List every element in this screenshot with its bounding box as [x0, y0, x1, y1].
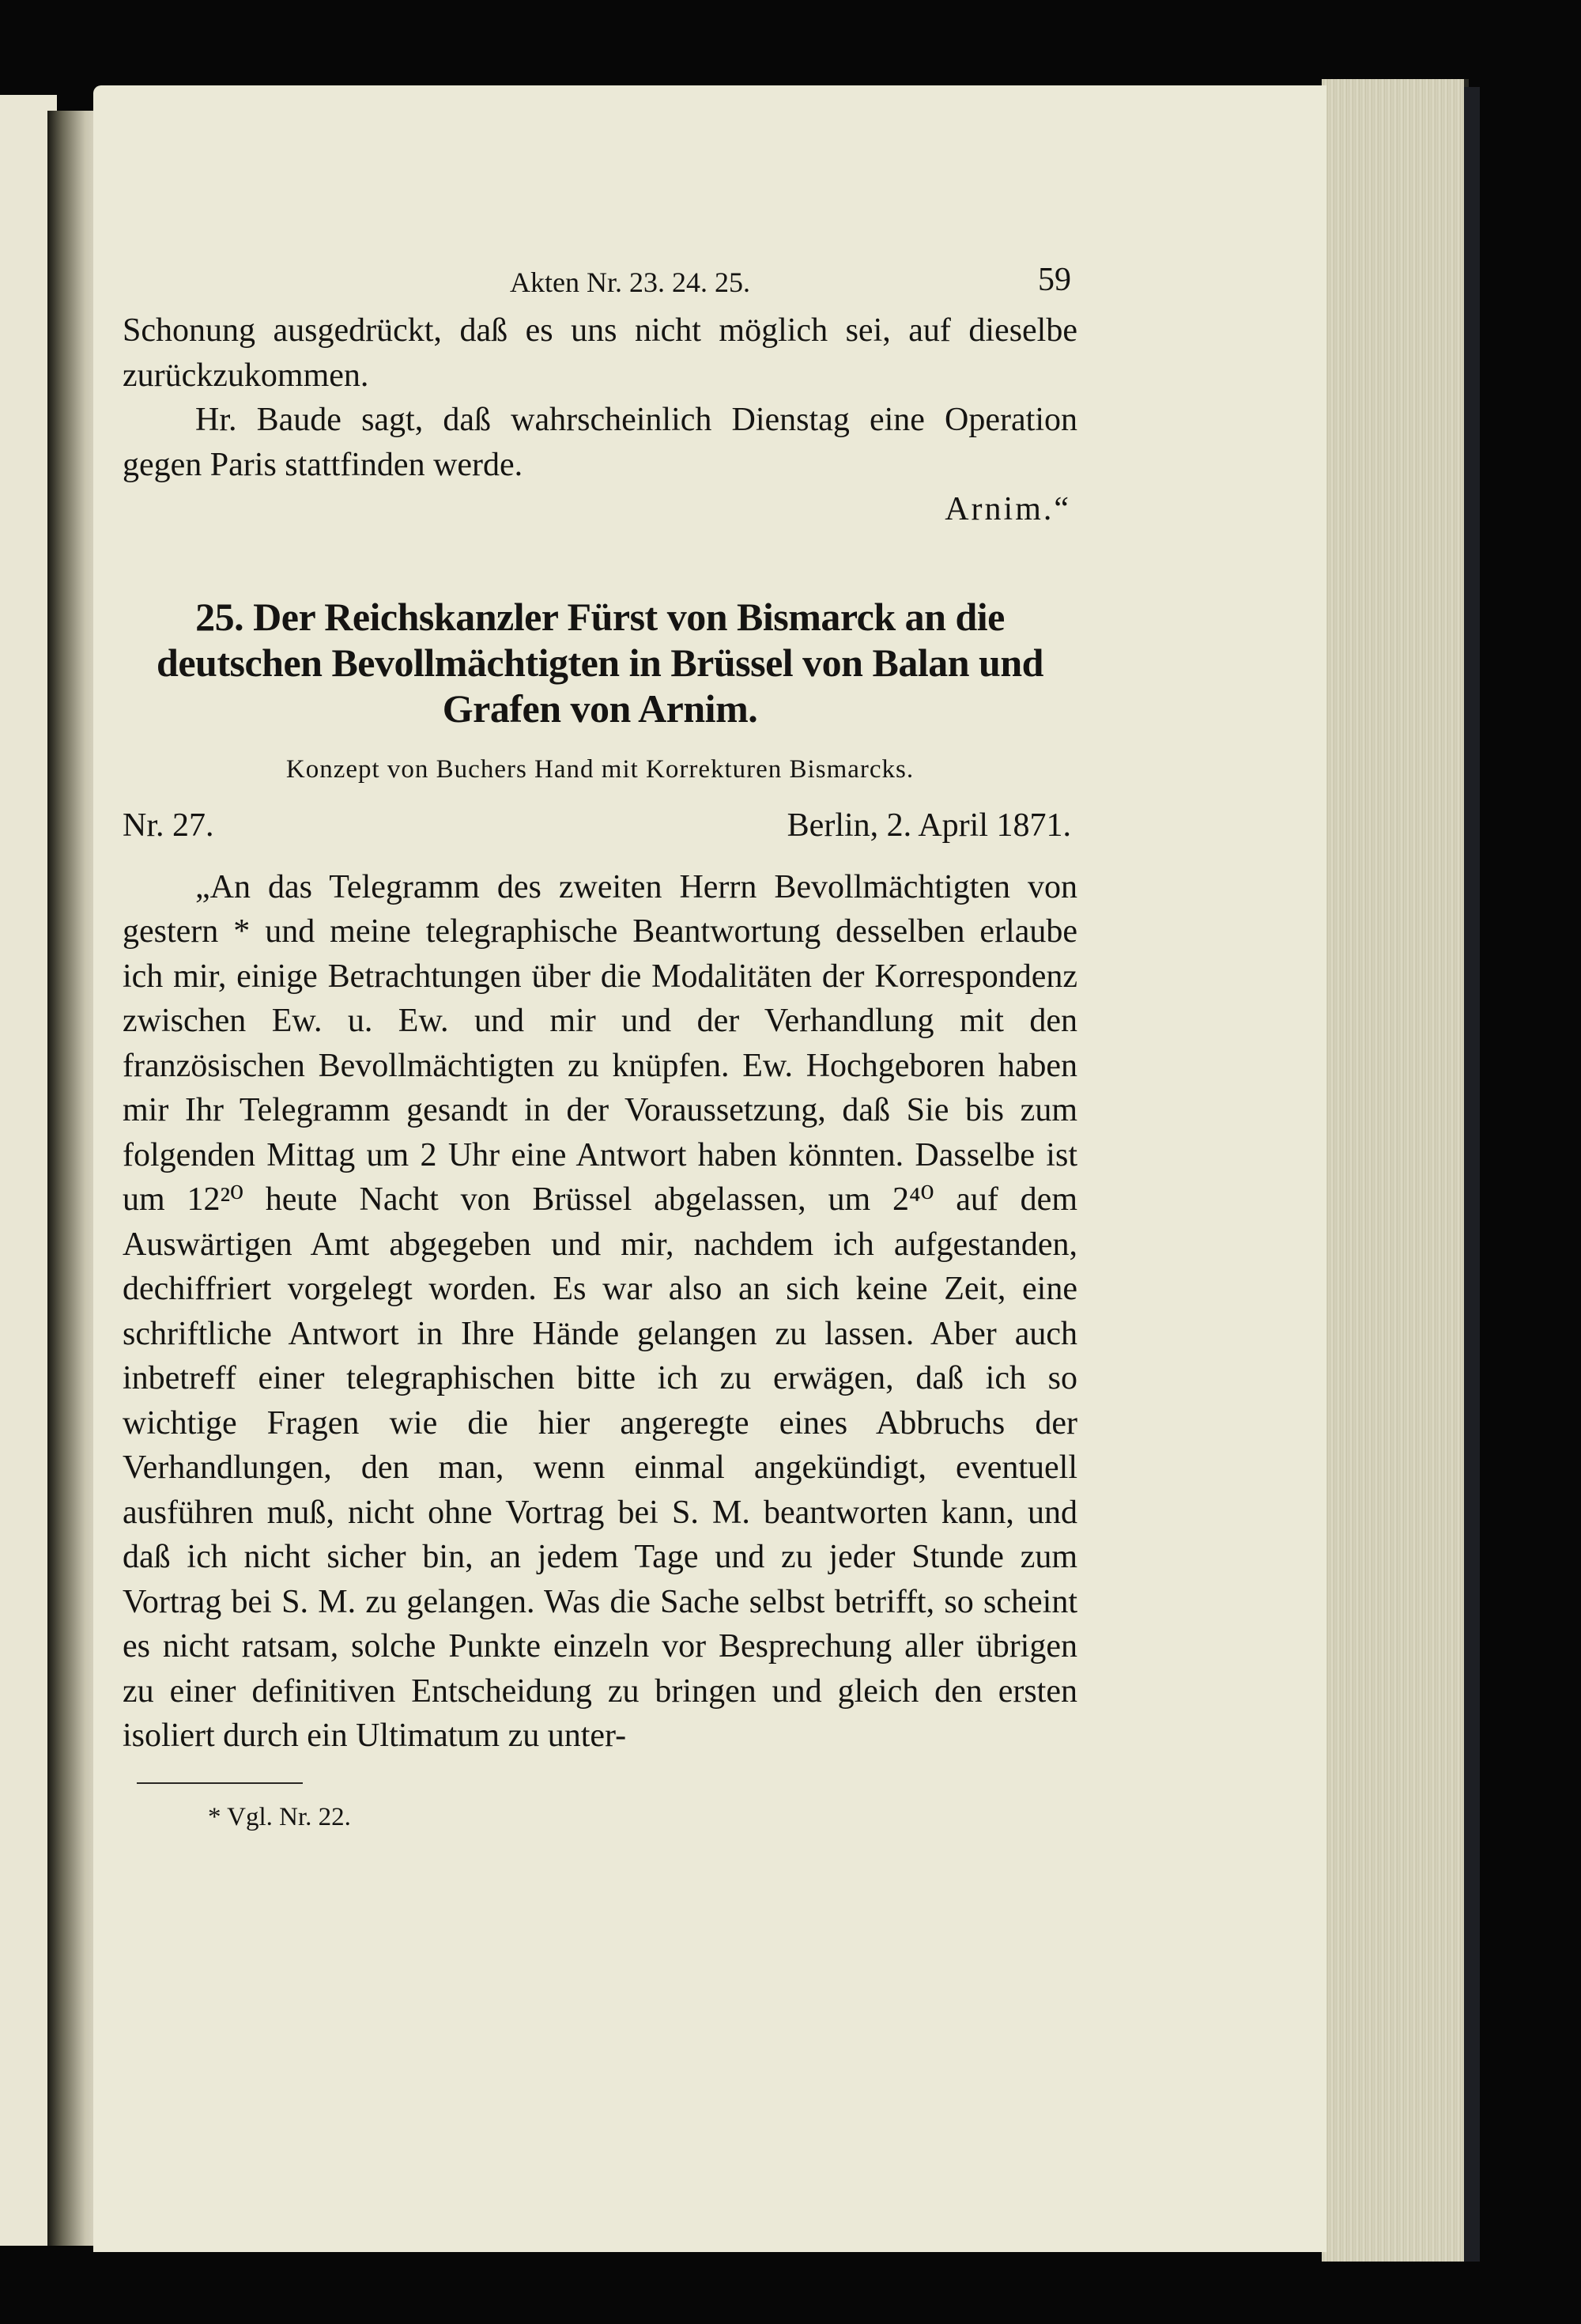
- signature: Arnim.“: [945, 491, 1071, 527]
- place-date: Berlin, 2. April 1871.: [787, 807, 1071, 844]
- prev-document-paragraph: Hr. Baude sagt, daß wahrscheinlich Dienstag eine Operation gegen Paris stattfinden werde.: [123, 402, 1077, 483]
- document-body: „An das Telegramm des zweiten Herrn Bevollmächtigten von gestern * und meine telegraphische Beantwortung desselben erlaube ich mir, einige Betrachtungen über die Modalitäten der Korrespondenz zwischen Ew. u. Ew. und mir und der Verhandlung mit den französischen Bevollmächtigten zu knüpfen. Ew. Hochgeboren haben mir Ihr Telegramm gesandt in der Voraussetzung, daß Sie bis zum folgenden Mittag um 2 Uhr eine Antwort haben könnten. Dasselbe ist um 12²⁰ heute Nacht von Brüssel abgelassen, um 2⁴⁰ auf dem Auswärtigen Amt abgegeben und mir, nachdem ich aufgestanden, dechiffriert vorgelegt worden. Es war also an sich keine Zeit, eine schriftliche Antwort in Ihre Hände gelangen zu lassen. Aber auch inbetreff einer telegraphischen bitte ich zu erwägen, daß ich so wichtige Fragen wie die hier angeregte eines Abbruchs der Verhandlungen, den man, wenn einmal angekündigt, eventuell ausführen muß, nicht ohne Vortrag bei S. M. beantworten kann, und daß ich nicht sicher bin, an jedem Tage und zu jeder Stunde zum Vortrag bei S. M. zu gelangen. Was die Sache selbst betrifft, so scheint es nicht ratsam, solche Punkte einzeln vor Besprechung aller übrigen zu einer definitiven Entscheidung zu bringen und gleich den ersten isoliert durch ein Ultimatum zu unter-: [123, 868, 1077, 1754]
- document-meta: [123, 807, 1077, 845]
- book-cover-edge: [1464, 87, 1480, 2262]
- prev-document-text: Schonung ausgedrückt, daß es uns nicht möglich sei, auf dieselbe zurückzukommen.: [123, 312, 1077, 394]
- footnote-rule: [137, 1782, 303, 1784]
- document-number: Nr. 27.: [123, 807, 214, 844]
- book-gutter: [47, 111, 98, 2246]
- running-title: Akten Nr. 23. 24. 25.: [510, 266, 750, 298]
- footnote: * Vgl. Nr. 22.: [208, 1802, 351, 1831]
- document-heading: 25. Der Reichskanzler Fürst von Bismarck an die deutschen Bevollmächtigten in Brüssel von Balan und Grafen von Arnim.: [157, 594, 1043, 731]
- page-number: 59: [1038, 262, 1071, 298]
- running-head: [123, 261, 1077, 308]
- document-subheading: Konzept von Buchers Hand mit Korrekturen Bismarcks.: [285, 754, 915, 784]
- page-text: [123, 261, 1077, 1832]
- page-block-edge: [1322, 79, 1469, 2262]
- signature-line: [123, 487, 1077, 532]
